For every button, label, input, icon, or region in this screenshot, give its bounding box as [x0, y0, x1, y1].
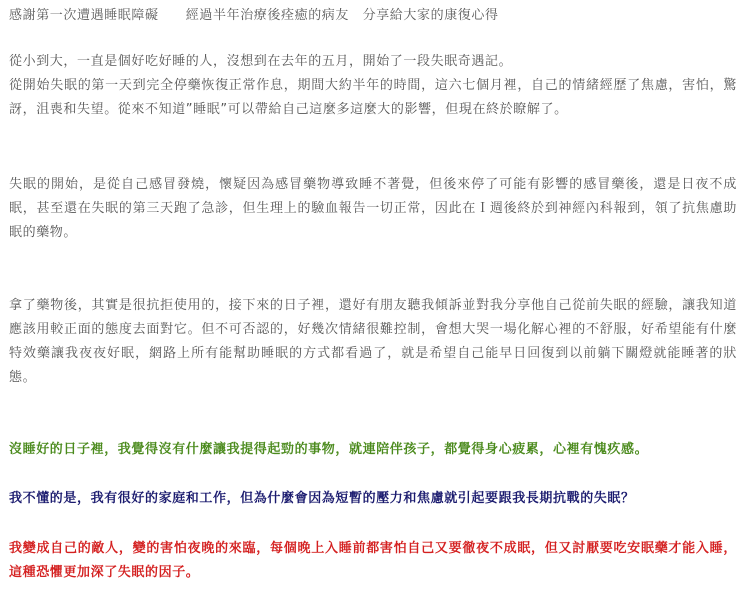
intro-line-1: 從小到大，一直是個好吃好睡的人，沒想到在去年的五月，開始了一段失眠奇遇記。 [9, 54, 513, 69]
paragraph-medication: 拿了藥物後，其實是很抗拒使用的，接下來的日子裡，還好有朋友聽我傾訴並對我分享他自己從前失眠的經驗，讓我知道應該用較正面的態度去面對它。但不可否認的，好幾次情緒很難控制，會想大哭一場化解心裡的不舒服，好希望能有什麼特效藥讓我夜夜好眠，網路上所有能幫助睡眠的方式都看過了，就是希望自己能早日回復到以前躺下關燈就能睡著的狀態。 [9, 298, 737, 385]
highlight-red-paragraph: 我變成自己的敵人，變的害怕夜晚的來臨，每個晚上入睡前都害怕自己又要徹夜不成眠，但又討厭要吃安眠藥才能入睡，這種恐懼更加深了失眠的因子。 [9, 541, 737, 580]
highlight-green-paragraph: 沒睡好的日子裡，我覺得沒有什麼讓我提得起勁的事物，就連陪伴孩子，都覺得身心疲累，心裡有愧疚感。 [9, 442, 649, 457]
intro-paragraph [9, 50, 737, 122]
highlight-navy-paragraph: 我不懂的是，我有很好的家庭和工作，但為什麼會因為短暫的壓力和焦慮就引起要跟我長期抗戰的失眠？ [9, 491, 635, 506]
intro-line-2: 從開始失眠的第一天到完全停藥恢復正常作息，期間大約半年的時間，這六七個月裡，自己的情緒經歷了焦慮，害怕，驚訝，沮喪和失望。從來不知道”睡眠”可以帶給自己這麼多這麼大的影響，但現在終於瞭解了。 [9, 78, 737, 117]
paragraph-onset: 失眠的開始，是從自己感冒發燒，懷疑因為感冒藥物導致睡不著覺，但後來停了可能有影響的感冒藥後，還是日夜不成眠，甚至還在失眠的第三天跑了急診，但生理上的驗血報告一切正常，因此在Ｉ週後終於到神經內科報到，領了抗焦慮助眠的藥物。 [9, 177, 737, 240]
article-title: 感謝第一次遭遇睡眠障礙 經過半年治療後痊癒的病友 分享給大家的康復心得 [9, 8, 499, 23]
